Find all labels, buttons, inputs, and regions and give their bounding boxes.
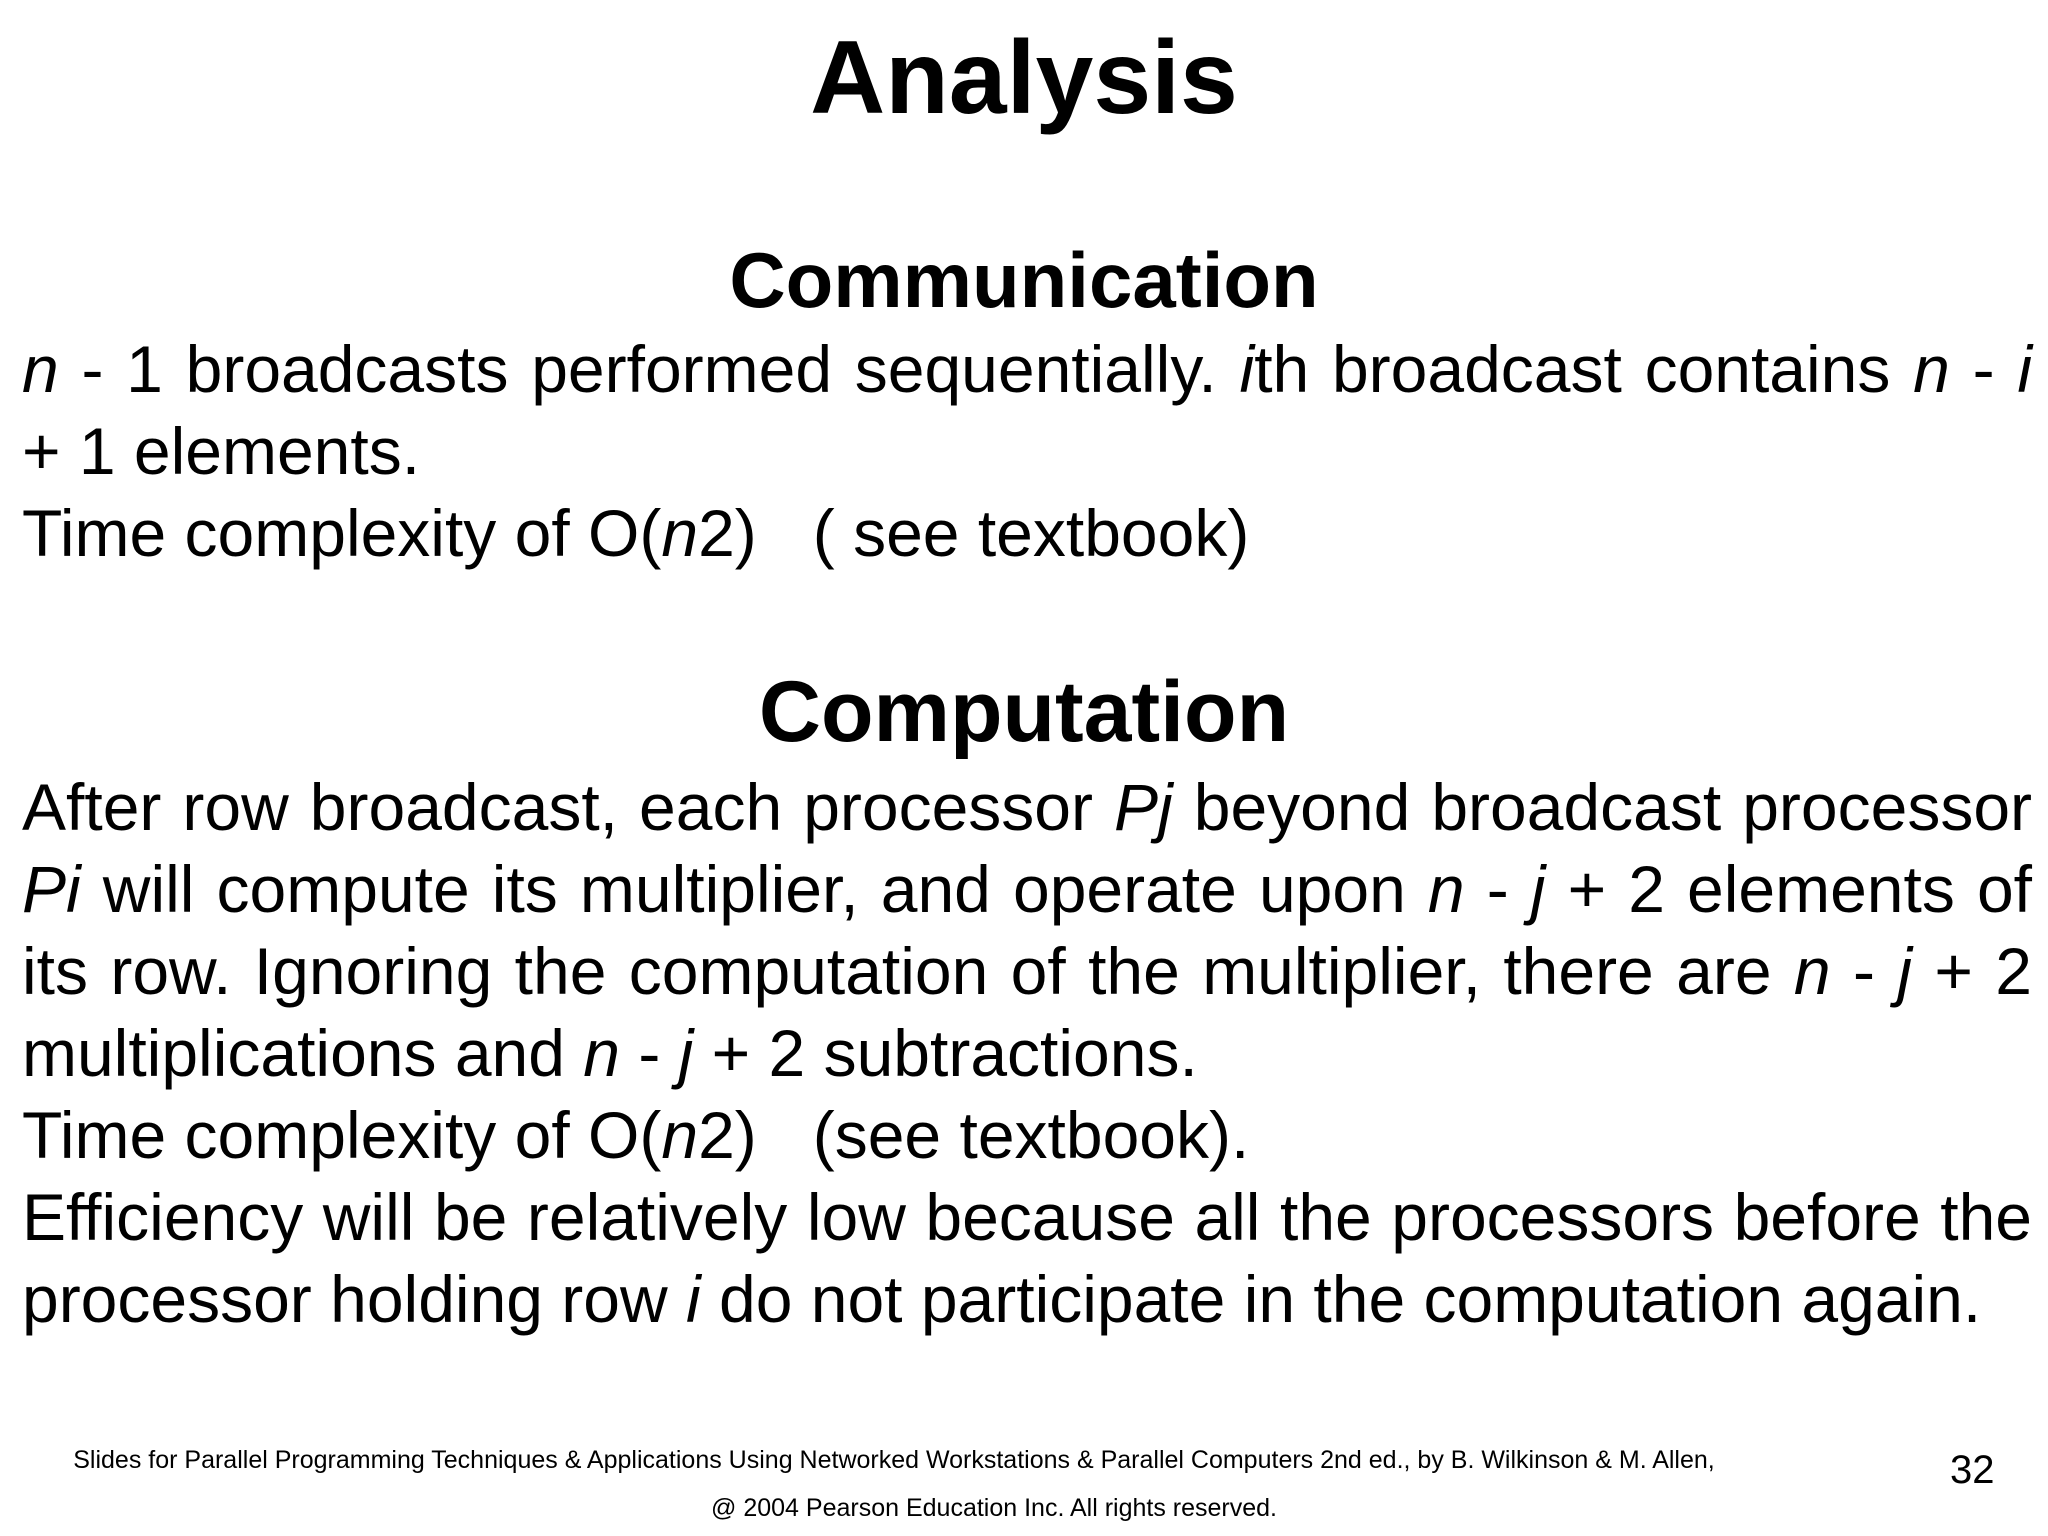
computation-heading: Computation bbox=[758, 664, 1290, 760]
var-j: j bbox=[1897, 934, 1912, 1008]
text-run: beyond broadcast processor bbox=[1172, 770, 2033, 844]
communication-text bbox=[22, 328, 2032, 492]
text-run: + 2 elements of its row. Ignoring the computation of the multiplier, there are bbox=[22, 852, 2032, 1008]
text-run: will compute its multiplier, and operate upon bbox=[80, 852, 1428, 926]
var-i: i bbox=[2017, 332, 2032, 406]
var-i: i bbox=[1239, 332, 1255, 406]
var-n: n bbox=[1793, 934, 1831, 1008]
text-run: Time complexity of O( bbox=[22, 1098, 662, 1172]
var-j: j bbox=[1530, 852, 1546, 926]
communication-complexity bbox=[22, 492, 2032, 574]
var-i: i bbox=[686, 1262, 701, 1336]
footer-copyright: @ 2004 Pearson Education Inc. All rights reserved. bbox=[711, 1494, 1277, 1522]
text-run: Time complexity of O( bbox=[22, 496, 662, 570]
text-run: - bbox=[1830, 934, 1898, 1008]
var-n: n bbox=[1427, 852, 1465, 926]
text-run: - bbox=[620, 1016, 679, 1090]
var-pi: Pi bbox=[22, 852, 81, 926]
communication-heading: Communication bbox=[729, 236, 1319, 324]
text-run: + 1 elements. bbox=[22, 414, 421, 488]
text-run: 2) bbox=[698, 1098, 757, 1172]
footer-credit: Slides for Parallel Programming Techniques & Applications Using Networked Workstations & Parallel Computers 2nd ed., by B. Wilkinson & M. Allen, bbox=[73, 1446, 1715, 1474]
computation-complexity bbox=[22, 1094, 2032, 1176]
text-run: Efficiency will be relatively low because all the processors before the processor holding row bbox=[22, 1180, 2032, 1336]
text-run: - bbox=[1949, 332, 2018, 406]
var-j: j bbox=[678, 1016, 694, 1090]
text-run: - bbox=[1464, 852, 1531, 926]
textbook-note: (see textbook). bbox=[812, 1098, 1250, 1172]
slide-title: Analysis bbox=[810, 20, 1238, 136]
textbook-note: ( see textbook) bbox=[812, 496, 1250, 570]
text-run: th broadcast contains bbox=[1254, 332, 1914, 406]
var-pj: Pj bbox=[1114, 770, 1173, 844]
var-n: n bbox=[661, 496, 699, 570]
var-n: n bbox=[1913, 332, 1950, 406]
text-run: do not participate in the computation again. bbox=[700, 1262, 1982, 1336]
text-run: + 2 subtractions. bbox=[693, 1016, 1198, 1090]
var-n: n bbox=[22, 332, 59, 406]
text-run: - 1 broadcasts performed sequentially. bbox=[58, 332, 1240, 406]
var-n: n bbox=[583, 1016, 621, 1090]
efficiency-text bbox=[22, 1176, 2032, 1340]
text-run: 2) bbox=[698, 496, 757, 570]
computation-text bbox=[22, 766, 2032, 1094]
text-run: After row broadcast, each processor bbox=[22, 770, 1115, 844]
text-run: + 2 multiplications and bbox=[22, 934, 2032, 1090]
page-number: 32 bbox=[1950, 1448, 1995, 1492]
var-n: n bbox=[661, 1098, 699, 1172]
